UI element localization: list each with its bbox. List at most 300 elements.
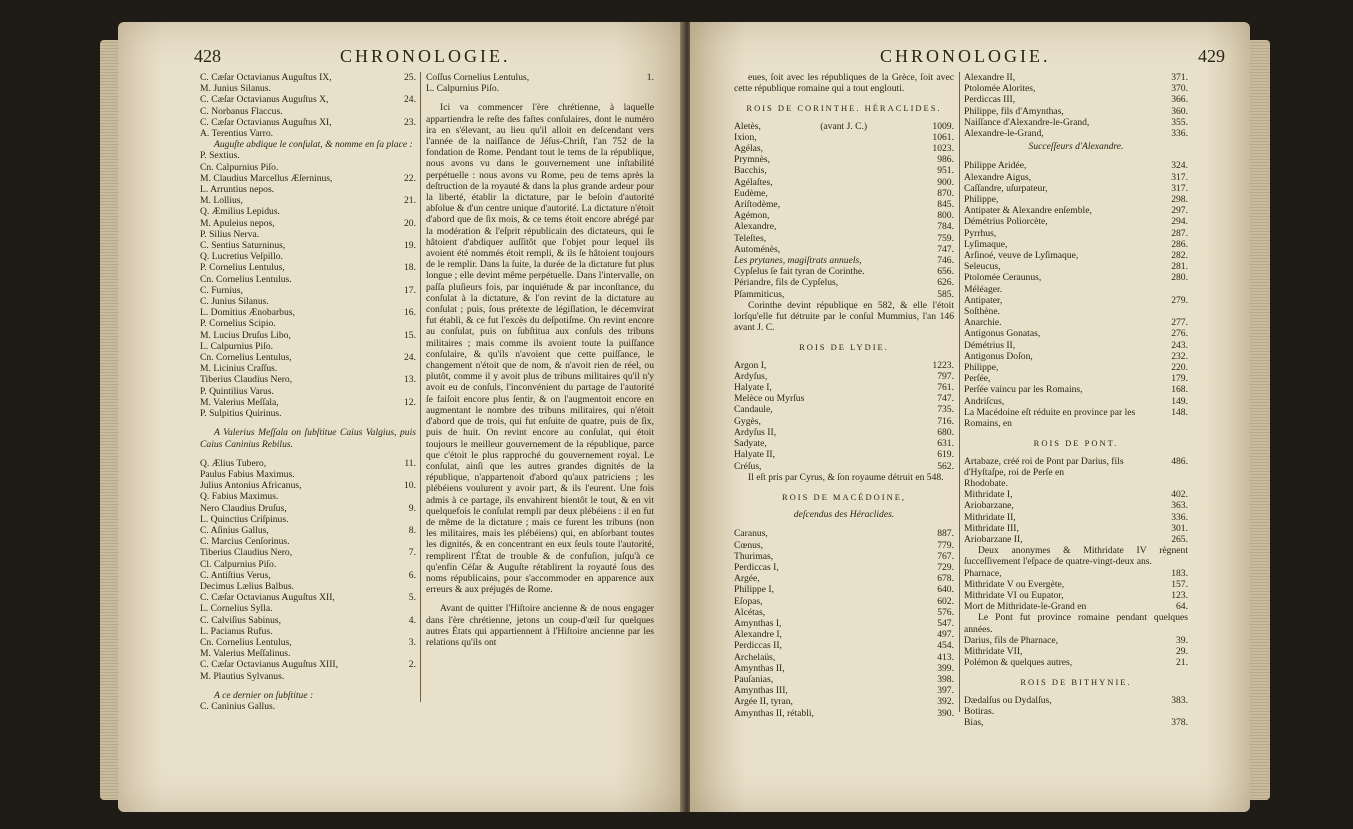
entry-name: Perdiccas II, bbox=[734, 640, 782, 652]
entry-number: 7. bbox=[408, 547, 416, 559]
entry-number: 746. bbox=[937, 255, 954, 267]
king-row bbox=[964, 523, 1188, 534]
entry-number: 4. bbox=[408, 614, 416, 626]
entry-name: Ptolomée Ceraunus, bbox=[964, 272, 1042, 284]
entry-number: 1223. bbox=[932, 359, 954, 371]
entry-name: C. Cæſar Octavianus Auguſtus XIII, bbox=[200, 659, 339, 671]
entry-number bbox=[1182, 284, 1188, 295]
king-row bbox=[734, 393, 954, 404]
entry-number bbox=[410, 274, 416, 285]
entry-name: Perſée vaincu par les Romains, bbox=[964, 384, 1083, 396]
entry-name: Q. Fabius Maximus. bbox=[200, 491, 279, 503]
consul-row bbox=[200, 386, 416, 397]
entry-name: Prymnès, bbox=[734, 154, 770, 166]
entry-name: Decimus Lælius Balbus. bbox=[200, 580, 295, 592]
entry-number bbox=[410, 229, 416, 240]
entry-name: Halyate I, bbox=[734, 382, 772, 394]
entry-name: Cœnus, bbox=[734, 539, 764, 551]
king-row bbox=[734, 708, 954, 719]
consul-row bbox=[200, 408, 416, 419]
entry-name: C. Sentius Saturninus, bbox=[200, 240, 286, 252]
entry-name: Coſſus Cornelius Lentulus, bbox=[426, 72, 530, 83]
entry-number bbox=[410, 318, 416, 329]
history-paragraph: Ici va commencer l'ère chrétienne, à laquelle appartiendra le reſte des faſtes conſulaires, dont le numéro ira en s'élevant, au lieu qu'il alloit en deſcendant vers l'année de la naiſſance de Jéſus-Chriſt, l'an 752 de la fondation de Rome. Pendant tout le tems de la république, nous avons vu dans le gouvernement une inſtabilité perpétuelle : nous avons vu Rome, peu de tems après la deſtruction de la royauté & dans la plus grande ardeur pour la liberté, établir la dictature, par le beſoin d'autorité abſolue & d'un centre unique d'autorité. La dictature n'étoit d'abord que de ſix mois, & ce tems étoit encore abrégé par la modération & l'eſprit républicain des dictateurs, qui ſe hâtoient d'abdiquer auſſitôt que l'objet pour lequel ils avoient été nommés étoit rempli, & ils ſe hâtoient toujours de le remplir. Dans la ſuite, la durée de la dictature fut plus longue ; elle devint même perpétuelle. Dans l'intervalle, on paſſa pluſieurs fois, par inquiétude & par inconſtance, du conſulat à la dictature, & l'on revint de la dictature au conſulat ; puis, ſous prétexte de légiſlation, le décemvirat fut établi, & ce fut l'excès du deſpotiſme. On revint encore au conſulat, puis on ſubſtitua aux conſuls des tribuns militaires ; mais comme ils avoient toute la puiſſance conſulaire, & qu'ils n'avoient que cette puiſſance, le changement n'étoit que de nom, & n'avoit rien de réel, ou plutôt, comme il y avoit plus de tribuns militaires qu'il n'y avoit eu de conſuls, l'inconvénient du partage de l'autorité ſe faiſoit encore plus ſentir, & on l'augmentoit encore en augmentant le nombre des tribuns militaires, qui n'étoit d'abord que de trois, qui fut enſuite de quatre, puis de ſix, puis de huit. On revint encore au conſulat, qui étoit toujours le meilleur gouvernement de la république, parce que c'étoit le plus rapproché du gouvernement royal. Le conſulat, ainſi que les autres grandes dignités de la république, n'appartenoit d'abord qu'aux patriciens ; les plébéiens voulurent y avoir part, & ils l'eurent. Une fois admis à ce partage, ils envahirent bientôt le tout, & en vit quelquefois le conſulat rempli par deux plébéiens : il en fut de même de la dictature ; mais ce furent les tribuns (non les militaires, mais les plébéiens) qui, en abſorbant toutes les dignités, & en concentrant en eux ſeuls toute l'autorité, remplirent l'État de trouble & de confuſion, juſqu'à ce qu'enfin Céſar & Auguſte rétablirent la royauté ſous des noms républicains, pour s'accommoder en apparence aux erreurs & aux préjugés de Rome. bbox=[426, 102, 654, 596]
entry-name: Alexandre, bbox=[734, 221, 777, 233]
entry-name: C. Calviſius Sabinus, bbox=[200, 614, 282, 626]
entry-number: 21. bbox=[404, 195, 416, 207]
entry-number: 8. bbox=[408, 524, 416, 536]
right-page-edges bbox=[1248, 40, 1270, 800]
entry-name: Agélaſtes, bbox=[734, 176, 773, 188]
entry-name: Caſſandre, uſurpateur, bbox=[964, 182, 1048, 194]
entry-number: 497. bbox=[937, 629, 954, 641]
entry-number: 265. bbox=[1171, 533, 1188, 545]
entry-number: 297. bbox=[1171, 205, 1188, 217]
entry-name: Ptolomée Alorites, bbox=[964, 83, 1036, 95]
king-row bbox=[734, 404, 954, 415]
king-row bbox=[964, 362, 1188, 373]
entry-number: 123. bbox=[1171, 589, 1188, 601]
entry-name: Alexandre-le-Grand, bbox=[964, 128, 1044, 140]
consul-row bbox=[200, 274, 416, 285]
left-column-2 bbox=[426, 72, 654, 648]
entry-number: 336. bbox=[1171, 511, 1188, 523]
consul-row bbox=[200, 218, 416, 229]
history-paragraph: Avant de quitter l'Hiſtoire ancienne & de nous engager dans l'ère chrétienne, jetons un coup-d'œil ſur quelques autres États qui appartiennent à l'Hiſtoire ancienne par les relations qu'ils ont bbox=[426, 603, 654, 648]
entry-number: 25. bbox=[404, 72, 416, 83]
section-subheading: Succeſſeurs d'Alexandre. bbox=[1028, 141, 1124, 153]
left-column-1 bbox=[200, 72, 416, 712]
entry-name: Philippe, fils d'Amynthas, bbox=[964, 105, 1064, 117]
king-row bbox=[734, 685, 954, 696]
entry-number: 21. bbox=[1176, 657, 1188, 669]
entry-number bbox=[410, 408, 416, 419]
entry-number: 363. bbox=[1171, 500, 1188, 512]
spacer bbox=[200, 682, 416, 690]
king-row bbox=[734, 562, 954, 573]
entry-name: P. Silius Nerva. bbox=[200, 228, 260, 240]
running-head-right: CHRONOLOGIE. bbox=[880, 46, 1051, 66]
entry-name: Arſinoé, veuve de Lyſimaque, bbox=[964, 250, 1079, 262]
entry-number: 640. bbox=[937, 584, 954, 596]
entry-number: 355. bbox=[1171, 116, 1188, 128]
entry-name: C. Norbanus Flaccus. bbox=[200, 105, 283, 117]
entry-number: 5. bbox=[408, 592, 416, 604]
entry-name: Amynthas II, bbox=[734, 662, 785, 674]
entry-name: Rhodobate. bbox=[964, 477, 1008, 489]
king-row bbox=[734, 607, 954, 618]
entry-number: 16. bbox=[404, 307, 416, 319]
king-row bbox=[964, 261, 1188, 272]
entry-number: 286. bbox=[1171, 238, 1188, 250]
entry-name: Botiras. bbox=[964, 705, 995, 717]
spacer bbox=[200, 450, 416, 458]
entry-number bbox=[1182, 478, 1188, 489]
entry-number bbox=[410, 671, 416, 682]
entry-name: M. Plautius Sylvanus. bbox=[200, 670, 285, 682]
king-row bbox=[734, 551, 954, 562]
entry-number: 20. bbox=[404, 217, 416, 229]
king-row bbox=[734, 438, 954, 449]
entry-name: Cl. Calpurnius Piſo. bbox=[200, 558, 277, 570]
entry-number: 22. bbox=[404, 172, 416, 184]
entry-number bbox=[410, 581, 416, 592]
entry-name: Ardyſus II, bbox=[734, 426, 777, 438]
entry-name: C. Junius Silanus. bbox=[200, 296, 269, 308]
entry-number: 678. bbox=[937, 573, 954, 585]
entry-number: 747. bbox=[937, 243, 954, 255]
entry-number: 2. bbox=[408, 659, 416, 671]
entry-name: Teleſtes, bbox=[734, 232, 767, 244]
entry-name: L. Cornelius Sylla. bbox=[200, 603, 273, 615]
king-row bbox=[734, 618, 954, 629]
king-row bbox=[964, 317, 1188, 328]
king-row bbox=[734, 663, 954, 674]
entry-name: Perdiccas III, bbox=[964, 94, 1016, 106]
king-row bbox=[734, 640, 954, 651]
entry-number: 562. bbox=[937, 460, 954, 472]
entry-number: 232. bbox=[1171, 350, 1188, 362]
entry-number: 870. bbox=[937, 187, 954, 199]
entry-name: Automénès, bbox=[734, 243, 781, 255]
entry-name: Démétrius Poliorcète, bbox=[964, 216, 1048, 228]
entry-name: Perdiccas I, bbox=[734, 561, 779, 573]
king-row bbox=[734, 289, 954, 300]
entry-name: Antipater, bbox=[964, 294, 1003, 306]
king-row bbox=[964, 106, 1188, 117]
king-row bbox=[964, 579, 1188, 590]
entry-name: L. Calpurnius Piſo. bbox=[200, 340, 274, 352]
entry-number: 281. bbox=[1171, 261, 1188, 273]
entry-number bbox=[1182, 306, 1188, 317]
king-row bbox=[964, 601, 1188, 612]
entry-number bbox=[410, 184, 416, 195]
entry-name: Caranus, bbox=[734, 528, 768, 540]
section-heading: ROIS DE MACÉDOINE, bbox=[781, 491, 907, 502]
consul-row bbox=[426, 72, 654, 83]
entry-name: Mithridate VI ou Eupator, bbox=[964, 589, 1064, 601]
entry-number: 220. bbox=[1171, 362, 1188, 374]
consul-row bbox=[200, 514, 416, 525]
king-row bbox=[734, 584, 954, 595]
consul-row bbox=[200, 671, 416, 682]
entry-name: P. Cornelius Lentulus, bbox=[200, 262, 285, 274]
entry-name: Agémon, bbox=[734, 210, 770, 222]
consul-row bbox=[200, 491, 416, 502]
entry-name: Andriſcus, bbox=[964, 395, 1005, 407]
consul-row bbox=[200, 94, 416, 105]
consul-row bbox=[200, 296, 416, 307]
entry-number: 680. bbox=[937, 426, 954, 438]
consul-row: C. Caninius Gallus. bbox=[200, 700, 276, 712]
consul-row bbox=[200, 106, 416, 117]
entry-number bbox=[410, 469, 416, 480]
column-rule-left bbox=[420, 72, 421, 702]
entry-name: Alexandre I, bbox=[734, 629, 782, 641]
entry-number: 13. bbox=[404, 374, 416, 386]
king-row bbox=[734, 277, 954, 288]
entry-number: 370. bbox=[1171, 83, 1188, 95]
entry-name: C. Marcius Cenſorinus. bbox=[200, 536, 290, 548]
consul-row bbox=[200, 240, 416, 251]
entry-name: Mithridate I, bbox=[964, 489, 1013, 501]
king-row bbox=[964, 717, 1188, 728]
entry-number: 887. bbox=[937, 528, 954, 540]
entry-name: Ixion, bbox=[734, 131, 757, 143]
note: Deux anonymes & Mithridate IV règnent ſucceſſivement l'eſpace de quatre-vingt-deux ans. bbox=[964, 545, 1188, 568]
entry-name: Naiſſance d'Alexandre-le-Grand, bbox=[964, 116, 1090, 128]
entry-number: 301. bbox=[1171, 522, 1188, 534]
entry-number: 3. bbox=[408, 636, 416, 648]
right-column-2 bbox=[964, 72, 1188, 728]
right-page bbox=[690, 22, 1250, 812]
entry-name: Démétrius II, bbox=[964, 339, 1016, 351]
entry-number: 797. bbox=[937, 370, 954, 382]
entry-number bbox=[410, 296, 416, 307]
consul-row bbox=[200, 525, 416, 536]
consul-row bbox=[200, 128, 416, 139]
entry-name: Darius, fils de Pharnace, bbox=[964, 634, 1059, 646]
king-row bbox=[734, 696, 954, 707]
consul-row bbox=[200, 559, 416, 570]
entry-number: 179. bbox=[1171, 373, 1188, 385]
note: A ce dernier on ſubſtitue : bbox=[214, 689, 314, 701]
king-row bbox=[734, 540, 954, 551]
king-row bbox=[964, 160, 1188, 171]
king-row bbox=[964, 205, 1188, 216]
king-row bbox=[734, 652, 954, 663]
king-row bbox=[964, 635, 1188, 646]
entry-name: C. Cæſar Octavianus Auguſtus XII, bbox=[200, 592, 335, 604]
consul-row bbox=[200, 603, 416, 614]
king-row bbox=[734, 177, 954, 188]
consul-row bbox=[200, 615, 416, 626]
entry-number: 800. bbox=[937, 210, 954, 222]
entry-number: 280. bbox=[1171, 272, 1188, 284]
entry-number: 18. bbox=[404, 262, 416, 274]
entry-number: 157. bbox=[1171, 578, 1188, 590]
king-row bbox=[964, 500, 1188, 511]
entry-number: 24. bbox=[404, 94, 416, 106]
entry-number bbox=[648, 83, 654, 94]
entry-name: M. Valerius Meſſalinus. bbox=[200, 648, 291, 660]
entry-name: A. Terentius Varro. bbox=[200, 128, 274, 140]
entry-name: M. Lucius Druſus Libo, bbox=[200, 329, 291, 341]
king-row bbox=[964, 384, 1188, 395]
entry-name: Périandre, fils de Cypſelus, bbox=[734, 277, 839, 289]
entry-name: Ardyſus, bbox=[734, 370, 768, 382]
entry-name: P. Sextius. bbox=[200, 150, 240, 162]
entry-number bbox=[410, 386, 416, 397]
king-row bbox=[964, 172, 1188, 183]
consul-row bbox=[200, 83, 416, 94]
king-row bbox=[734, 382, 954, 393]
entry-name: Tiberius Claudius Nero, bbox=[200, 374, 293, 386]
entry-name: C. Furnius, bbox=[200, 284, 243, 296]
entry-number: 243. bbox=[1171, 339, 1188, 351]
entry-number bbox=[410, 626, 416, 637]
entry-name: L. Domitius Ænobarbus, bbox=[200, 307, 295, 319]
entry-number: 148. bbox=[1171, 406, 1188, 418]
king-row bbox=[734, 461, 954, 472]
consul-row bbox=[200, 330, 416, 341]
entry-number: 15. bbox=[404, 329, 416, 341]
entry-name: Pſammiticus, bbox=[734, 288, 785, 300]
king-row bbox=[964, 478, 1188, 489]
entry-number: 716. bbox=[937, 415, 954, 427]
consul-row bbox=[200, 637, 416, 648]
entry-number bbox=[410, 106, 416, 117]
entry-name: L. Quinctius Criſpinus. bbox=[200, 513, 289, 525]
entry-name: Mithridate V ou Evergète, bbox=[964, 578, 1065, 590]
king-row bbox=[964, 657, 1188, 668]
entry-name: Antipater & Alexandre enſemble, bbox=[964, 205, 1092, 217]
consul-row bbox=[200, 150, 416, 161]
king-row bbox=[734, 528, 954, 539]
entry-name: Halyate II, bbox=[734, 449, 776, 461]
entry-number: 294. bbox=[1171, 216, 1188, 228]
entry-number bbox=[410, 150, 416, 161]
entry-name: M. Valerius Meſſala, bbox=[200, 396, 279, 408]
entry-number: 951. bbox=[937, 165, 954, 177]
entry-number: 767. bbox=[937, 550, 954, 562]
king-row bbox=[734, 255, 954, 266]
entry-name: P. Quintilius Varus. bbox=[200, 385, 274, 397]
entry-name: M. Apuleius nepos, bbox=[200, 217, 275, 229]
entry-name: C. Cæſar Octavianus Auguſtus IX, bbox=[200, 72, 332, 83]
entry-name: C. Cæſar Octavianus Auguſtus X, bbox=[200, 94, 329, 106]
consul-row bbox=[200, 117, 416, 128]
king-row bbox=[964, 183, 1188, 194]
king-row bbox=[964, 83, 1188, 94]
entry-name: L. Arruntius nepos. bbox=[200, 184, 275, 196]
consul-row bbox=[200, 547, 416, 558]
entry-number bbox=[410, 83, 416, 94]
entry-name: Philippe, bbox=[964, 362, 999, 374]
king-row bbox=[964, 228, 1188, 239]
entry-number: 282. bbox=[1171, 250, 1188, 262]
king-row bbox=[964, 216, 1188, 227]
entry-name: Alexandre Aigus, bbox=[964, 171, 1032, 183]
entry-number: 276. bbox=[1171, 328, 1188, 340]
consul-row bbox=[200, 592, 416, 603]
consul-row bbox=[426, 83, 654, 94]
section-heading: ROIS DE BITHYNIE. bbox=[1020, 677, 1132, 688]
king-row bbox=[734, 121, 954, 132]
entry-number: 10. bbox=[404, 480, 416, 492]
spacer bbox=[200, 419, 416, 427]
entry-name: Mithridate III, bbox=[964, 522, 1019, 534]
left-page bbox=[118, 22, 683, 812]
entry-name: P. Cornelius Scipio. bbox=[200, 318, 276, 330]
entry-number: 64. bbox=[1176, 601, 1188, 613]
entry-name: Ariſtodème, bbox=[734, 199, 781, 211]
entry-name: Nero Claudius Druſus, bbox=[200, 502, 287, 514]
entry-name: Argée, bbox=[734, 573, 760, 585]
king-row bbox=[734, 221, 954, 232]
entry-number bbox=[410, 128, 416, 139]
entry-number: 11. bbox=[404, 457, 416, 469]
entry-name: Ariobarzane, bbox=[964, 500, 1014, 512]
king-row bbox=[964, 340, 1188, 351]
consul-row bbox=[200, 262, 416, 273]
entry-number bbox=[410, 491, 416, 502]
king-row bbox=[734, 165, 954, 176]
king-row bbox=[964, 328, 1188, 339]
entry-name: Argée II, tyran, bbox=[734, 696, 793, 708]
note: La Macédoine eſt réduite en province par les Romains, en bbox=[964, 406, 1136, 430]
king-row bbox=[734, 449, 954, 460]
note-row bbox=[964, 407, 1188, 429]
entry-number: 1061. bbox=[932, 131, 954, 143]
entry-name: Pharnace, bbox=[964, 567, 1002, 579]
entry-number: 287. bbox=[1171, 227, 1188, 239]
entry-name: Les prytanes, magiſtrats annuels, bbox=[734, 255, 862, 267]
consul-row bbox=[200, 251, 416, 262]
consul-row bbox=[200, 307, 416, 318]
king-row bbox=[734, 199, 954, 210]
entry-number bbox=[410, 559, 416, 570]
king-row bbox=[964, 272, 1188, 283]
consul-row bbox=[200, 285, 416, 296]
entry-number: 576. bbox=[937, 606, 954, 618]
king-row bbox=[734, 427, 954, 438]
king-row bbox=[964, 534, 1188, 545]
king-row bbox=[964, 646, 1188, 657]
entry-number bbox=[1182, 706, 1188, 717]
entry-name: Alexandre II, bbox=[964, 72, 1016, 83]
right-column-1 bbox=[734, 72, 954, 719]
entry-number bbox=[410, 341, 416, 352]
entry-number: 1023. bbox=[932, 143, 954, 155]
entry-number: 656. bbox=[937, 266, 954, 278]
entry-number: 1. bbox=[646, 72, 654, 83]
note: Artabaze, créé roi de Pont par Darius, fils d'Hyſtaſpe, roi de Perſe en bbox=[964, 455, 1124, 478]
note: Il eſt pris par Cyrus, & ſon royaume détruit en 548. bbox=[748, 471, 944, 483]
king-row bbox=[964, 295, 1188, 306]
entry-name: Cn. Cornelius Lentulus, bbox=[200, 352, 292, 364]
king-row bbox=[964, 250, 1188, 261]
king-row bbox=[734, 266, 954, 277]
running-head-left: CHRONOLOGIE. bbox=[340, 46, 511, 66]
page-number-right: 429 bbox=[1198, 46, 1225, 66]
king-row bbox=[734, 244, 954, 255]
entry-number: 168. bbox=[1171, 384, 1188, 396]
king-row bbox=[734, 143, 954, 154]
entry-era: (avant J. C.) bbox=[820, 120, 868, 132]
entry-number: 39. bbox=[1176, 634, 1188, 646]
king-row bbox=[964, 94, 1188, 105]
entry-name: Eudème, bbox=[734, 187, 768, 199]
spacer bbox=[426, 94, 654, 102]
consul-row bbox=[200, 363, 416, 374]
entry-number bbox=[410, 162, 416, 173]
page-number-left: 428 bbox=[194, 46, 221, 66]
section-subheading: deſcendus des Héraclides. bbox=[793, 509, 895, 521]
entry-number: 149. bbox=[1171, 395, 1188, 407]
entry-name: Soſthène. bbox=[964, 306, 1000, 318]
entry-number: 585. bbox=[937, 288, 954, 300]
king-row bbox=[734, 132, 954, 143]
entry-number: 336. bbox=[1171, 128, 1188, 140]
king-row bbox=[964, 284, 1188, 295]
entry-number bbox=[410, 514, 416, 525]
entry-name: Antigonus Gonatas, bbox=[964, 328, 1041, 340]
entry-number: 383. bbox=[1171, 694, 1188, 706]
entry-number bbox=[410, 603, 416, 614]
consul-row bbox=[200, 581, 416, 592]
entry-name: Perſée, bbox=[964, 373, 991, 385]
